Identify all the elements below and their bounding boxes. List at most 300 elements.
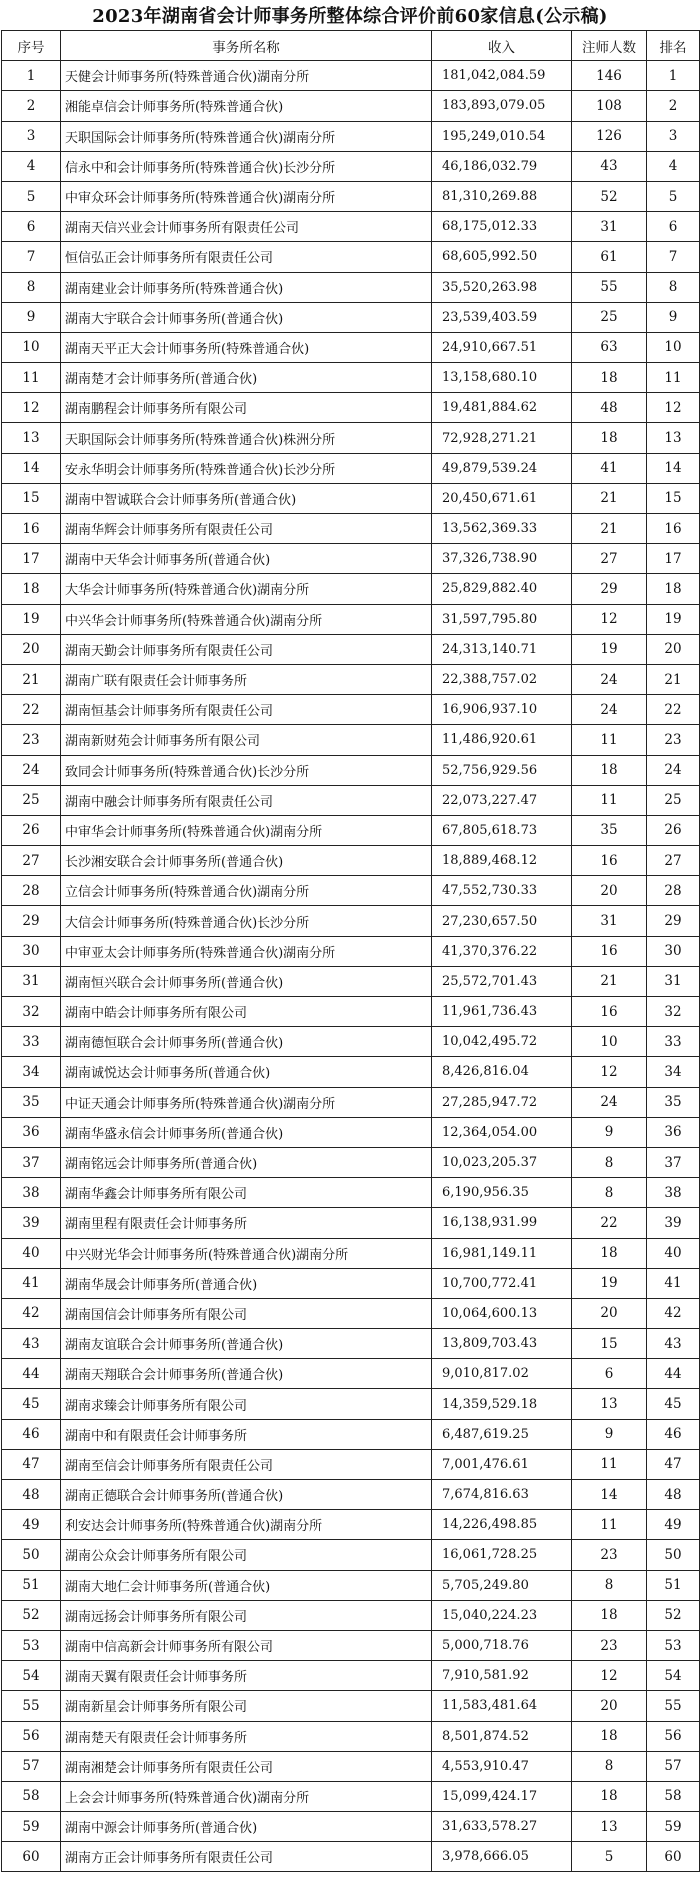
cell-firm-name: 湖南求臻会计师事务所有限公司 — [61, 1389, 432, 1419]
table-row — [2, 393, 700, 423]
cell-rank: 38 — [647, 1178, 700, 1208]
table-row — [2, 1630, 700, 1660]
cell-serial-number: 43 — [2, 1329, 61, 1359]
table-row — [2, 1208, 700, 1238]
table-row — [2, 936, 700, 966]
cell-rank: 31 — [647, 966, 700, 996]
cell-firm-name: 湖南新财苑会计师事务所有限公司 — [61, 725, 432, 755]
cell-firm-name: 中审众环会计师事务所(特殊普通合伙)湖南分所 — [61, 181, 432, 211]
cell-rank: 7 — [647, 242, 700, 272]
cell-revenue: 68,175,012.33 — [432, 212, 572, 242]
cell-cpa-count: 23 — [572, 1540, 647, 1570]
cell-cpa-count: 8 — [572, 1751, 647, 1781]
cell-serial-number: 14 — [2, 453, 61, 483]
cell-cpa-count: 24 — [572, 695, 647, 725]
cell-firm-name: 湖南国信会计师事务所有限公司 — [61, 1298, 432, 1328]
cell-serial-number: 31 — [2, 966, 61, 996]
table-row — [2, 997, 700, 1027]
cell-revenue: 16,138,931.99 — [432, 1208, 572, 1238]
cell-cpa-count: 23 — [572, 1630, 647, 1660]
cell-rank: 23 — [647, 725, 700, 755]
table-row — [2, 242, 700, 272]
cell-rank: 53 — [647, 1630, 700, 1660]
cell-cpa-count: 18 — [572, 363, 647, 393]
cell-rank: 46 — [647, 1419, 700, 1449]
cell-revenue: 11,486,920.61 — [432, 725, 572, 755]
cell-serial-number: 33 — [2, 1027, 61, 1057]
table-row — [2, 695, 700, 725]
table-row — [2, 664, 700, 694]
cell-cpa-count: 11 — [572, 1510, 647, 1540]
table-row — [2, 876, 700, 906]
cell-cpa-count: 31 — [572, 906, 647, 936]
cell-cpa-count: 146 — [572, 61, 647, 91]
cell-cpa-count: 13 — [572, 1389, 647, 1419]
cell-serial-number: 58 — [2, 1781, 61, 1811]
cell-firm-name: 中审亚太会计师事务所(特殊普通合伙)湖南分所 — [61, 936, 432, 966]
table-row — [2, 1359, 700, 1389]
cell-firm-name: 湖南天勤会计师事务所有限责任公司 — [61, 634, 432, 664]
cell-revenue: 18,889,468.12 — [432, 846, 572, 876]
table-row — [2, 61, 700, 91]
cell-serial-number: 22 — [2, 695, 61, 725]
table-row — [2, 91, 700, 121]
cell-firm-name: 中审华会计师事务所(特殊普通合伙)湖南分所 — [61, 815, 432, 845]
cell-revenue: 5,705,249.80 — [432, 1570, 572, 1600]
cell-firm-name: 湖南楚才会计师事务所(普通合伙) — [61, 363, 432, 393]
cell-rank: 5 — [647, 181, 700, 211]
cell-firm-name: 长沙湘安联合会计师事务所(普通合伙) — [61, 846, 432, 876]
table-row — [2, 906, 700, 936]
cell-serial-number: 47 — [2, 1449, 61, 1479]
cell-rank: 35 — [647, 1087, 700, 1117]
cell-revenue: 9,010,817.02 — [432, 1359, 572, 1389]
cell-cpa-count: 43 — [572, 151, 647, 181]
table-row — [2, 785, 700, 815]
cell-cpa-count: 21 — [572, 514, 647, 544]
table-row — [2, 1389, 700, 1419]
cell-cpa-count: 22 — [572, 1208, 647, 1238]
cell-rank: 60 — [647, 1842, 700, 1872]
cell-firm-name: 湖南楚天有限责任会计师事务所 — [61, 1721, 432, 1751]
cell-firm-name: 湖南公众会计师事务所有限公司 — [61, 1540, 432, 1570]
cell-cpa-count: 19 — [572, 634, 647, 664]
header-cpa-count: 注师人数 — [572, 31, 647, 61]
cell-rank: 39 — [647, 1208, 700, 1238]
cell-cpa-count: 41 — [572, 453, 647, 483]
cell-firm-name: 湖南天平正大会计师事务所(特殊普通合伙) — [61, 332, 432, 362]
cell-cpa-count: 11 — [572, 1449, 647, 1479]
cell-firm-name: 湖南中智诚联合会计师事务所(普通合伙) — [61, 483, 432, 513]
cell-rank: 50 — [647, 1540, 700, 1570]
table-body — [2, 61, 700, 1872]
cell-cpa-count: 20 — [572, 876, 647, 906]
cell-revenue: 46,186,032.79 — [432, 151, 572, 181]
cell-serial-number: 25 — [2, 785, 61, 815]
cell-cpa-count: 10 — [572, 1027, 647, 1057]
table-row — [2, 755, 700, 785]
table-row — [2, 846, 700, 876]
cell-revenue: 22,388,757.02 — [432, 664, 572, 694]
cell-serial-number: 27 — [2, 846, 61, 876]
cell-serial-number: 46 — [2, 1419, 61, 1449]
table-row — [2, 1781, 700, 1811]
cell-serial-number: 26 — [2, 815, 61, 845]
cell-firm-name: 中证天通会计师事务所(特殊普通合伙)湖南分所 — [61, 1087, 432, 1117]
cell-rank: 47 — [647, 1449, 700, 1479]
cell-serial-number: 30 — [2, 936, 61, 966]
cell-revenue: 15,040,224.23 — [432, 1600, 572, 1630]
cell-revenue: 181,042,084.59 — [432, 61, 572, 91]
header-revenue: 收入 — [432, 31, 572, 61]
cell-rank: 42 — [647, 1298, 700, 1328]
cell-firm-name: 湖南新星会计师事务所有限公司 — [61, 1691, 432, 1721]
cell-serial-number: 52 — [2, 1600, 61, 1630]
cell-revenue: 3,978,666.05 — [432, 1842, 572, 1872]
cell-rank: 34 — [647, 1057, 700, 1087]
cell-cpa-count: 126 — [572, 121, 647, 151]
cell-revenue: 81,310,269.88 — [432, 181, 572, 211]
table-row — [2, 1178, 700, 1208]
cell-firm-name: 安永华明会计师事务所(特殊普通合伙)长沙分所 — [61, 453, 432, 483]
cell-serial-number: 5 — [2, 181, 61, 211]
cell-firm-name: 湖南大地仁会计师事务所(普通合伙) — [61, 1570, 432, 1600]
cell-rank: 43 — [647, 1329, 700, 1359]
cell-cpa-count: 16 — [572, 997, 647, 1027]
cell-rank: 13 — [647, 423, 700, 453]
cell-firm-name: 湖南天翼有限责任会计师事务所 — [61, 1661, 432, 1691]
cell-cpa-count: 48 — [572, 393, 647, 423]
cell-cpa-count: 18 — [572, 755, 647, 785]
cell-serial-number: 18 — [2, 574, 61, 604]
table-row — [2, 1238, 700, 1268]
cell-serial-number: 9 — [2, 302, 61, 332]
table-row — [2, 634, 700, 664]
cell-rank: 57 — [647, 1751, 700, 1781]
cell-revenue: 67,805,618.73 — [432, 815, 572, 845]
cell-serial-number: 15 — [2, 483, 61, 513]
cell-cpa-count: 27 — [572, 544, 647, 574]
cell-revenue: 52,756,929.56 — [432, 755, 572, 785]
cell-firm-name: 湖南广联有限责任会计师事务所 — [61, 664, 432, 694]
cell-serial-number: 20 — [2, 634, 61, 664]
cell-firm-name: 湖南中信高新会计师事务所有限公司 — [61, 1630, 432, 1660]
table-row — [2, 1419, 700, 1449]
cell-revenue: 24,910,667.51 — [432, 332, 572, 362]
cell-rank: 52 — [647, 1600, 700, 1630]
table-row — [2, 302, 700, 332]
table-row — [2, 1540, 700, 1570]
cell-revenue: 10,042,495.72 — [432, 1027, 572, 1057]
cell-rank: 9 — [647, 302, 700, 332]
cell-serial-number: 21 — [2, 664, 61, 694]
table-row — [2, 1600, 700, 1630]
cell-serial-number: 36 — [2, 1117, 61, 1147]
cell-revenue: 24,313,140.71 — [432, 634, 572, 664]
cell-serial-number: 53 — [2, 1630, 61, 1660]
cell-cpa-count: 11 — [572, 785, 647, 815]
cell-serial-number: 12 — [2, 393, 61, 423]
cell-revenue: 41,370,376.22 — [432, 936, 572, 966]
cell-revenue: 10,023,205.37 — [432, 1147, 572, 1177]
table-row — [2, 151, 700, 181]
cell-revenue: 7,910,581.92 — [432, 1661, 572, 1691]
cell-cpa-count: 8 — [572, 1570, 647, 1600]
cell-firm-name: 中兴华会计师事务所(特殊普通合伙)湖南分所 — [61, 604, 432, 634]
cell-revenue: 31,597,795.80 — [432, 604, 572, 634]
cell-serial-number: 38 — [2, 1178, 61, 1208]
cell-rank: 41 — [647, 1268, 700, 1298]
table-row — [2, 1721, 700, 1751]
table-row — [2, 1691, 700, 1721]
table-row — [2, 1027, 700, 1057]
cell-rank: 14 — [647, 453, 700, 483]
cell-rank: 48 — [647, 1480, 700, 1510]
cell-cpa-count: 20 — [572, 1691, 647, 1721]
cell-rank: 54 — [647, 1661, 700, 1691]
cell-serial-number: 19 — [2, 604, 61, 634]
cell-revenue: 13,809,703.43 — [432, 1329, 572, 1359]
cell-cpa-count: 6 — [572, 1359, 647, 1389]
cell-rank: 17 — [647, 544, 700, 574]
cell-revenue: 37,326,738.90 — [432, 544, 572, 574]
cell-rank: 29 — [647, 906, 700, 936]
cell-serial-number: 32 — [2, 997, 61, 1027]
cell-cpa-count: 11 — [572, 725, 647, 755]
cell-rank: 6 — [647, 212, 700, 242]
cell-firm-name: 湖南天翔联合会计师事务所(普通合伙) — [61, 1359, 432, 1389]
cell-rank: 44 — [647, 1359, 700, 1389]
table-row — [2, 1329, 700, 1359]
cell-revenue: 10,700,772.41 — [432, 1268, 572, 1298]
cell-firm-name: 湖南中融会计师事务所有限责任公司 — [61, 785, 432, 815]
cell-revenue: 13,158,680.10 — [432, 363, 572, 393]
cell-firm-name: 湖南中皓会计师事务所有限公司 — [61, 997, 432, 1027]
cell-firm-name: 湖南建业会计师事务所(特殊普通合伙) — [61, 272, 432, 302]
cell-firm-name: 湖南至信会计师事务所有限责任公司 — [61, 1449, 432, 1479]
cell-firm-name: 利安达会计师事务所(特殊普通合伙)湖南分所 — [61, 1510, 432, 1540]
cell-firm-name: 湖南正德联合会计师事务所(普通合伙) — [61, 1480, 432, 1510]
cell-firm-name: 湖南恒基会计师事务所有限责任公司 — [61, 695, 432, 725]
cell-serial-number: 59 — [2, 1812, 61, 1842]
cell-rank: 10 — [647, 332, 700, 362]
cell-serial-number: 13 — [2, 423, 61, 453]
cell-rank: 36 — [647, 1117, 700, 1147]
table-row — [2, 1510, 700, 1540]
cell-serial-number: 37 — [2, 1147, 61, 1177]
cell-rank: 49 — [647, 1510, 700, 1540]
cell-rank: 58 — [647, 1781, 700, 1811]
cell-revenue: 19,481,884.62 — [432, 393, 572, 423]
cell-cpa-count: 15 — [572, 1329, 647, 1359]
cell-serial-number: 45 — [2, 1389, 61, 1419]
cell-serial-number: 7 — [2, 242, 61, 272]
cell-serial-number: 56 — [2, 1721, 61, 1751]
cell-revenue: 11,583,481.64 — [432, 1691, 572, 1721]
cell-cpa-count: 31 — [572, 212, 647, 242]
header-firm-name: 事务所名称 — [61, 31, 432, 61]
cell-firm-name: 立信会计师事务所(特殊普通合伙)湖南分所 — [61, 876, 432, 906]
cell-serial-number: 48 — [2, 1480, 61, 1510]
table-row — [2, 1751, 700, 1781]
cell-cpa-count: 9 — [572, 1419, 647, 1449]
cell-rank: 37 — [647, 1147, 700, 1177]
cell-firm-name: 上会会计师事务所(特殊普通合伙)湖南分所 — [61, 1781, 432, 1811]
table-row — [2, 1268, 700, 1298]
cell-rank: 40 — [647, 1238, 700, 1268]
cell-rank: 27 — [647, 846, 700, 876]
cell-revenue: 27,285,947.72 — [432, 1087, 572, 1117]
cell-serial-number: 40 — [2, 1238, 61, 1268]
table-row — [2, 1812, 700, 1842]
cell-firm-name: 天职国际会计师事务所(特殊普通合伙)株洲分所 — [61, 423, 432, 453]
table-row — [2, 574, 700, 604]
cell-rank: 21 — [647, 664, 700, 694]
cell-revenue: 25,829,882.40 — [432, 574, 572, 604]
cell-firm-name: 湖南华盛永信会计师事务所(普通合伙) — [61, 1117, 432, 1147]
cell-rank: 26 — [647, 815, 700, 845]
cell-firm-name: 湖南德恒联合会计师事务所(普通合伙) — [61, 1027, 432, 1057]
cell-revenue: 25,572,701.43 — [432, 966, 572, 996]
cell-cpa-count: 18 — [572, 423, 647, 453]
cell-revenue: 68,605,992.50 — [432, 242, 572, 272]
cell-revenue: 27,230,657.50 — [432, 906, 572, 936]
cell-firm-name: 恒信弘正会计师事务所有限责任公司 — [61, 242, 432, 272]
cell-revenue: 47,552,730.33 — [432, 876, 572, 906]
cell-serial-number: 23 — [2, 725, 61, 755]
table-row — [2, 423, 700, 453]
header-rank: 排名 — [647, 31, 700, 61]
cell-cpa-count: 14 — [572, 1480, 647, 1510]
table-row — [2, 1298, 700, 1328]
cell-cpa-count: 16 — [572, 936, 647, 966]
cell-rank: 28 — [647, 876, 700, 906]
cell-serial-number: 28 — [2, 876, 61, 906]
cell-revenue: 14,359,529.18 — [432, 1389, 572, 1419]
cell-rank: 4 — [647, 151, 700, 181]
cell-revenue: 10,064,600.13 — [432, 1298, 572, 1328]
cell-revenue: 12,364,054.00 — [432, 1117, 572, 1147]
cell-firm-name: 湖南中和有限责任会计师事务所 — [61, 1419, 432, 1449]
cell-revenue: 72,928,271.21 — [432, 423, 572, 453]
cell-serial-number: 39 — [2, 1208, 61, 1238]
cell-cpa-count: 12 — [572, 1057, 647, 1087]
cell-serial-number: 54 — [2, 1661, 61, 1691]
cell-revenue: 195,249,010.54 — [432, 121, 572, 151]
cell-revenue: 6,487,619.25 — [432, 1419, 572, 1449]
cell-rank: 55 — [647, 1691, 700, 1721]
cell-cpa-count: 8 — [572, 1178, 647, 1208]
cell-cpa-count: 5 — [572, 1842, 647, 1872]
table-row — [2, 332, 700, 362]
table-row — [2, 1449, 700, 1479]
cell-cpa-count: 13 — [572, 1812, 647, 1842]
cell-revenue: 8,501,874.52 — [432, 1721, 572, 1751]
cell-cpa-count: 21 — [572, 966, 647, 996]
table-row — [2, 121, 700, 151]
document-title: 2023年湖南省会计师事务所整体综合评价前60家信息(公示稿) — [92, 6, 608, 27]
cell-firm-name: 大华会计师事务所(特殊普通合伙)湖南分所 — [61, 574, 432, 604]
cell-serial-number: 17 — [2, 544, 61, 574]
cell-serial-number: 57 — [2, 1751, 61, 1781]
cell-revenue: 35,520,263.98 — [432, 272, 572, 302]
cell-firm-name: 湖南大宇联合会计师事务所(普通合伙) — [61, 302, 432, 332]
cell-revenue: 14,226,498.85 — [432, 1510, 572, 1540]
cell-cpa-count: 29 — [572, 574, 647, 604]
cell-serial-number: 1 — [2, 61, 61, 91]
cell-firm-name: 湖南中天华会计师事务所(普通合伙) — [61, 544, 432, 574]
cell-cpa-count: 24 — [572, 1087, 647, 1117]
cell-cpa-count: 24 — [572, 664, 647, 694]
cell-rank: 1 — [647, 61, 700, 91]
table-header-row — [2, 31, 700, 61]
cell-rank: 24 — [647, 755, 700, 785]
cell-rank: 22 — [647, 695, 700, 725]
cell-cpa-count: 35 — [572, 815, 647, 845]
cell-revenue: 16,061,728.25 — [432, 1540, 572, 1570]
cell-serial-number: 35 — [2, 1087, 61, 1117]
cell-serial-number: 50 — [2, 1540, 61, 1570]
cell-revenue: 6,190,956.35 — [432, 1178, 572, 1208]
cell-rank: 2 — [647, 91, 700, 121]
cell-revenue: 16,981,149.11 — [432, 1238, 572, 1268]
cell-serial-number: 29 — [2, 906, 61, 936]
cell-firm-name: 湖南里程有限责任会计师事务所 — [61, 1208, 432, 1238]
table-row — [2, 453, 700, 483]
cell-serial-number: 42 — [2, 1298, 61, 1328]
table-row — [2, 725, 700, 755]
cell-revenue: 22,073,227.47 — [432, 785, 572, 815]
cell-firm-name: 湖南诚悦达会计师事务所(普通合伙) — [61, 1057, 432, 1087]
cell-serial-number: 11 — [2, 363, 61, 393]
cell-revenue: 13,562,369.33 — [432, 514, 572, 544]
cell-rank: 51 — [647, 1570, 700, 1600]
cell-revenue: 7,674,816.63 — [432, 1480, 572, 1510]
table-row — [2, 544, 700, 574]
cell-firm-name: 湖南湘楚会计师事务所有限责任公司 — [61, 1751, 432, 1781]
cell-revenue: 15,099,424.17 — [432, 1781, 572, 1811]
cell-firm-name: 致同会计师事务所(特殊普通合伙)长沙分所 — [61, 755, 432, 785]
cell-firm-name: 湘能卓信会计师事务所(特殊普通合伙) — [61, 91, 432, 121]
cell-firm-name: 湖南鹏程会计师事务所有限公司 — [61, 393, 432, 423]
table-row — [2, 212, 700, 242]
cell-cpa-count: 55 — [572, 272, 647, 302]
cell-serial-number: 4 — [2, 151, 61, 181]
cell-serial-number: 6 — [2, 212, 61, 242]
table-row — [2, 272, 700, 302]
cell-serial-number: 3 — [2, 121, 61, 151]
cell-revenue: 11,961,736.43 — [432, 997, 572, 1027]
cell-serial-number: 44 — [2, 1359, 61, 1389]
cell-rank: 25 — [647, 785, 700, 815]
cell-cpa-count: 18 — [572, 1721, 647, 1751]
cell-revenue: 31,633,578.27 — [432, 1812, 572, 1842]
table-row — [2, 815, 700, 845]
cell-firm-name: 湖南中源会计师事务所(普通合伙) — [61, 1812, 432, 1842]
cell-serial-number: 24 — [2, 755, 61, 785]
cell-firm-name: 天职国际会计师事务所(特殊普通合伙)湖南分所 — [61, 121, 432, 151]
table-row — [2, 363, 700, 393]
cell-rank: 30 — [647, 936, 700, 966]
cell-rank: 19 — [647, 604, 700, 634]
cell-revenue: 49,879,539.24 — [432, 453, 572, 483]
cell-rank: 59 — [647, 1812, 700, 1842]
cell-firm-name: 湖南远扬会计师事务所有限公司 — [61, 1600, 432, 1630]
cell-rank: 18 — [647, 574, 700, 604]
table-row — [2, 1570, 700, 1600]
cell-rank: 8 — [647, 272, 700, 302]
table-row — [2, 1480, 700, 1510]
